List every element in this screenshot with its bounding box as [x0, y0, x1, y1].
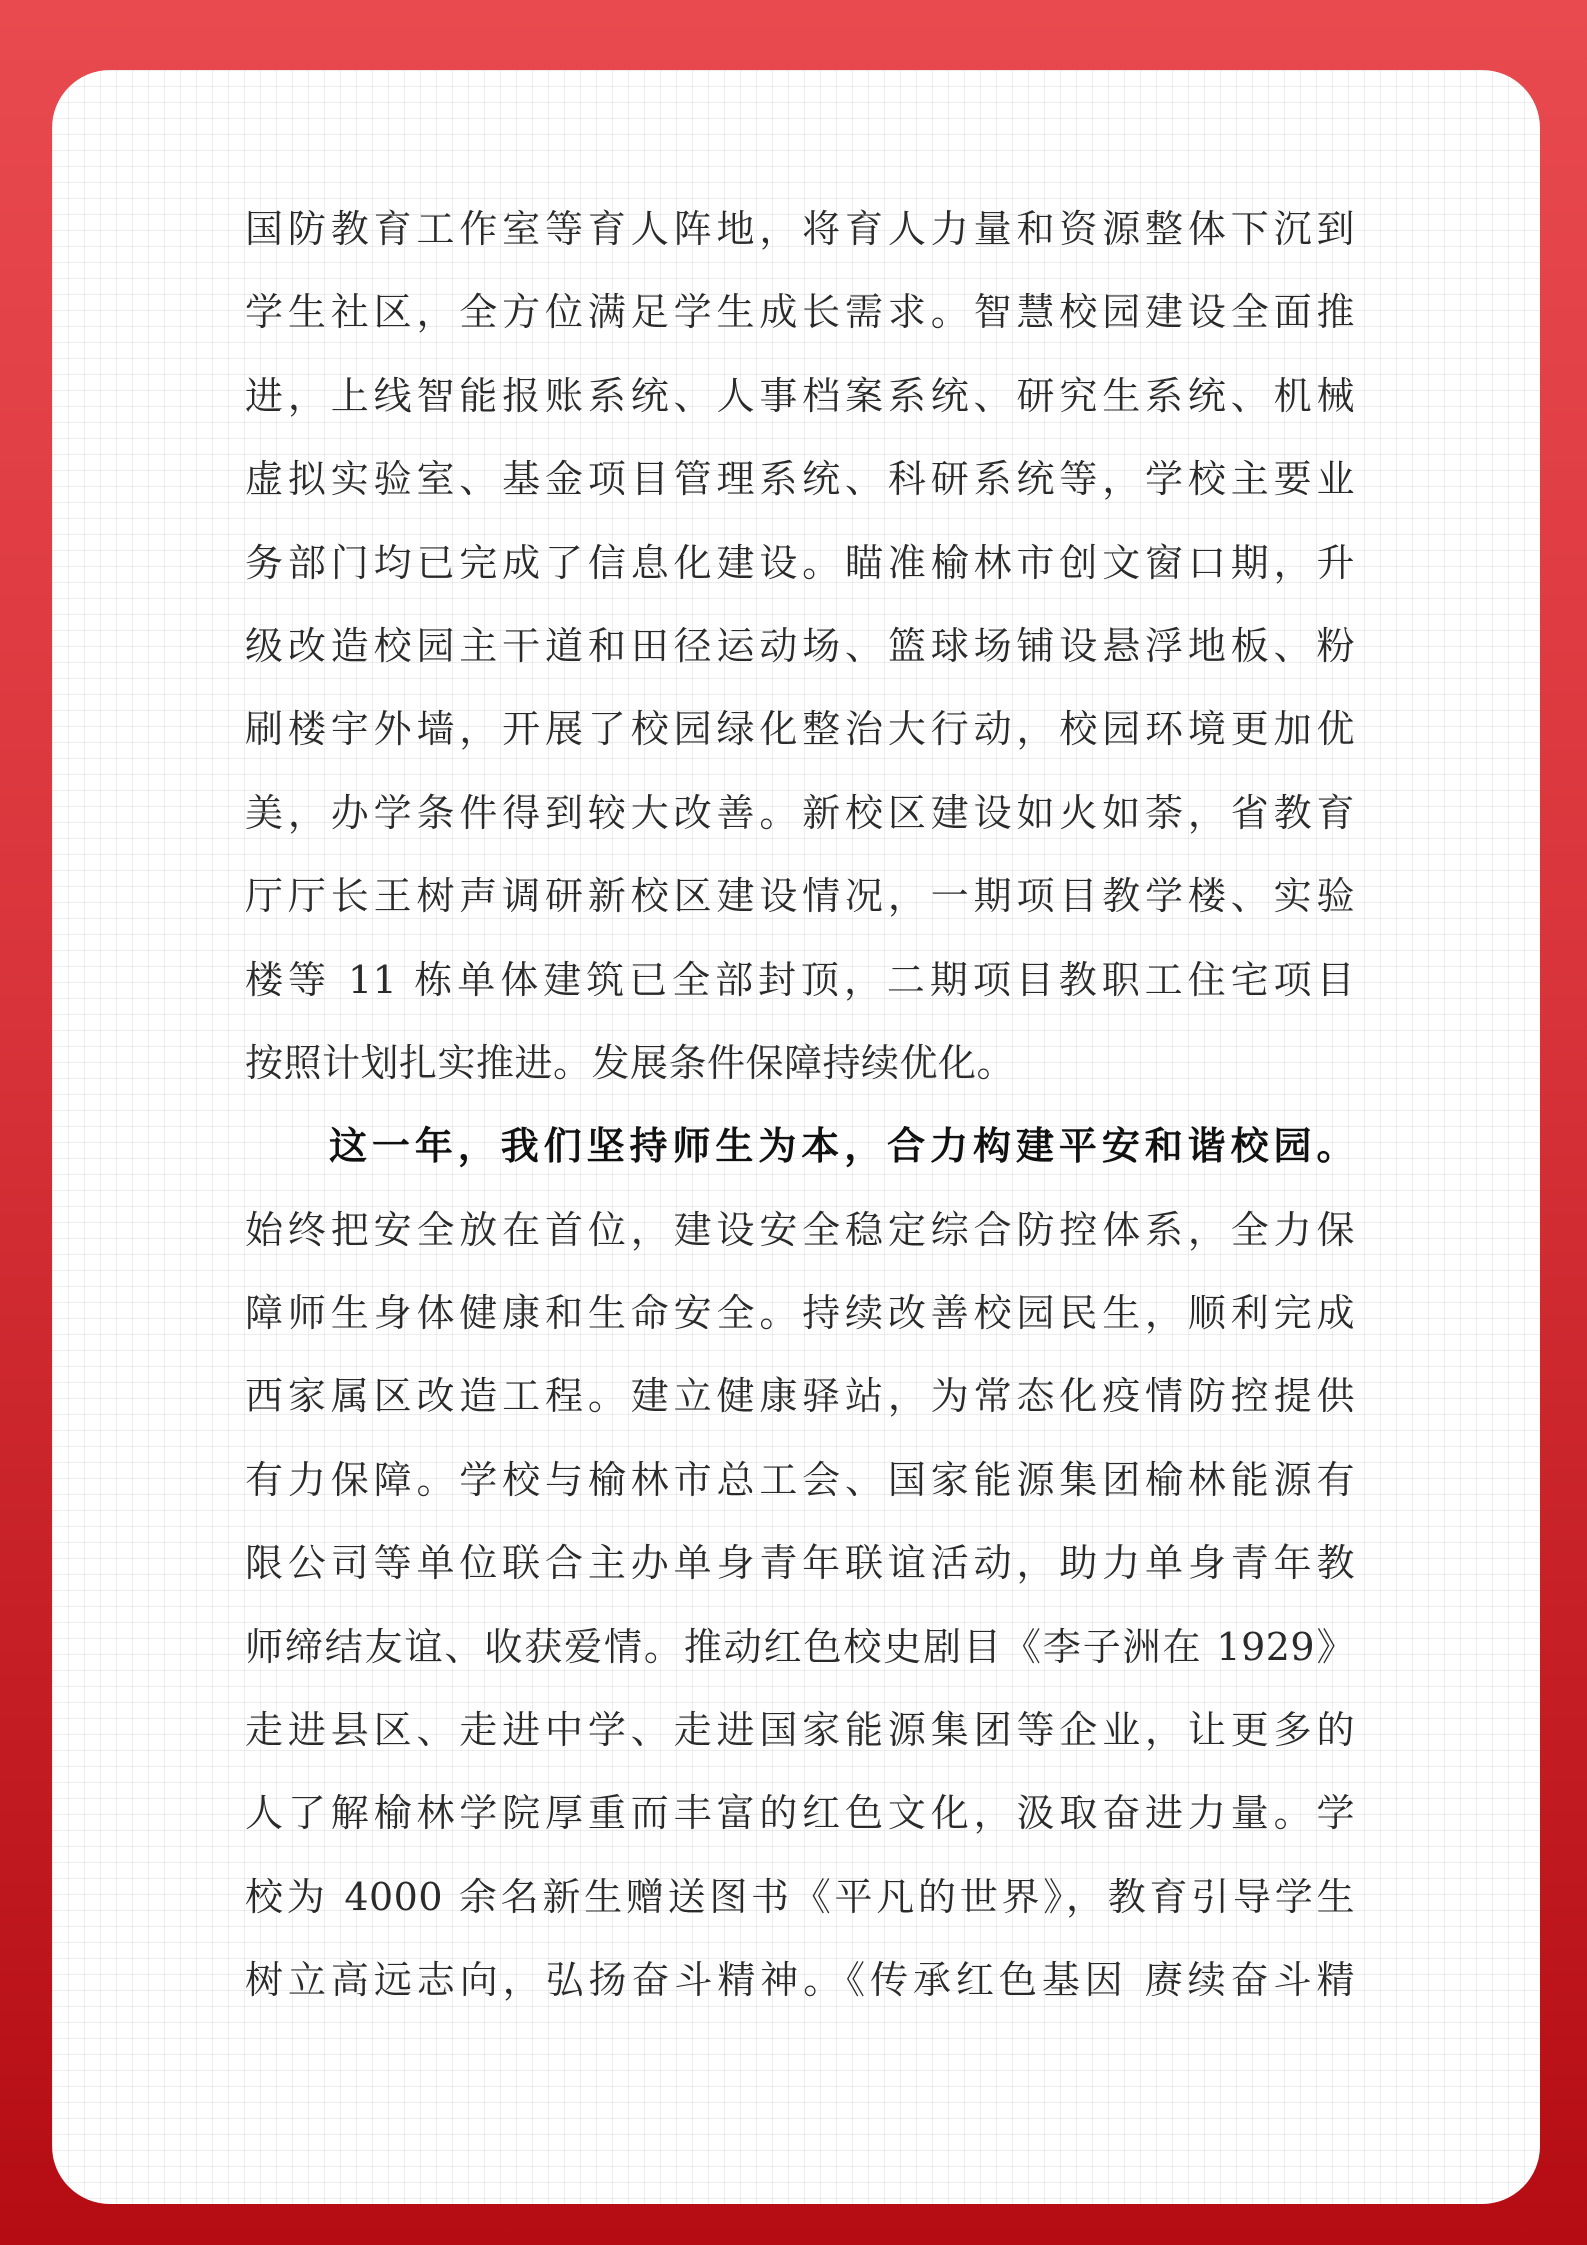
text-line: 限公司等单位联合主办单身青年联谊活动，助力单身青年教 — [245, 1541, 1355, 1586]
text-line: 美，办学条件得到较大改善。新校区建设如火如荼，省教育 — [245, 790, 1355, 835]
text-line: 人了解榆林学院厚重而丰富的红色文化，汲取奋进力量。学 — [245, 1791, 1355, 1836]
text-line: 始终把安全放在首位，建设安全稳定综合防控体系，全力保 — [245, 1207, 1355, 1252]
document-page — [52, 70, 1540, 2204]
text-line: 树立高远志向，弘扬奋斗精神。《传承红色基因 赓续奋斗精 — [245, 1958, 1355, 2003]
text-line: 走进县区、走进中学、走进国家能源集团等企业，让更多的 — [245, 1708, 1355, 1753]
text-line: 校为 4000 余名新生赠送图书《平凡的世界》，教育引导学生 — [245, 1874, 1355, 1919]
text-line: 国防教育工作室等育人阵地，将育人力量和资源整体下沉到 — [245, 207, 1355, 251]
text-line: 学生社区，全方位满足学生成长需求。智慧校园建设全面推 — [245, 290, 1355, 335]
text-line: 级改造校园主干道和田径运动场、篮球场铺设悬浮地板、粉 — [245, 623, 1355, 668]
text-line: 厅厅长王树声调研新校区建设情况，一期项目教学楼、实验 — [245, 874, 1355, 919]
paragraph-heading: 这一年，我们坚持师生为本，合力构建平安和谐校园。 — [329, 1124, 1355, 1169]
text-line: 务部门均已完成了信息化建设。瞄准榆林市创文窗口期，升 — [245, 540, 1355, 585]
text-line: 楼等 11 栋单体建筑已全部封顶，二期项目教职工住宅项目 — [245, 957, 1355, 1002]
text-line: 障师生身体健康和生命安全。持续改善校园民生，顺利完成 — [245, 1291, 1355, 1336]
text-line: 刷楼宇外墙，开展了校园绿化整治大行动，校园环境更加优 — [245, 707, 1355, 752]
text-line: 虚拟实验室、基金项目管理系统、科研系统等，学校主要业 — [245, 457, 1355, 502]
text-line: 师缔结友谊、收获爱情。推动红色校史剧目《李子洲在 1929》 — [245, 1624, 1355, 1669]
text-line: 按照计划扎实推进。发展条件保障持续优化。 — [245, 1040, 1016, 1085]
document-body — [245, 188, 1355, 2023]
text-line: 西家属区改造工程。建立健康驿站，为常态化疫情防控提供 — [245, 1374, 1355, 1419]
text-line: 有力保障。学校与榆林市总工会、国家能源集团榆林能源有 — [245, 1457, 1355, 1502]
text-line: 进，上线智能报账系统、人事档案系统、研究生系统、机械 — [245, 373, 1355, 418]
